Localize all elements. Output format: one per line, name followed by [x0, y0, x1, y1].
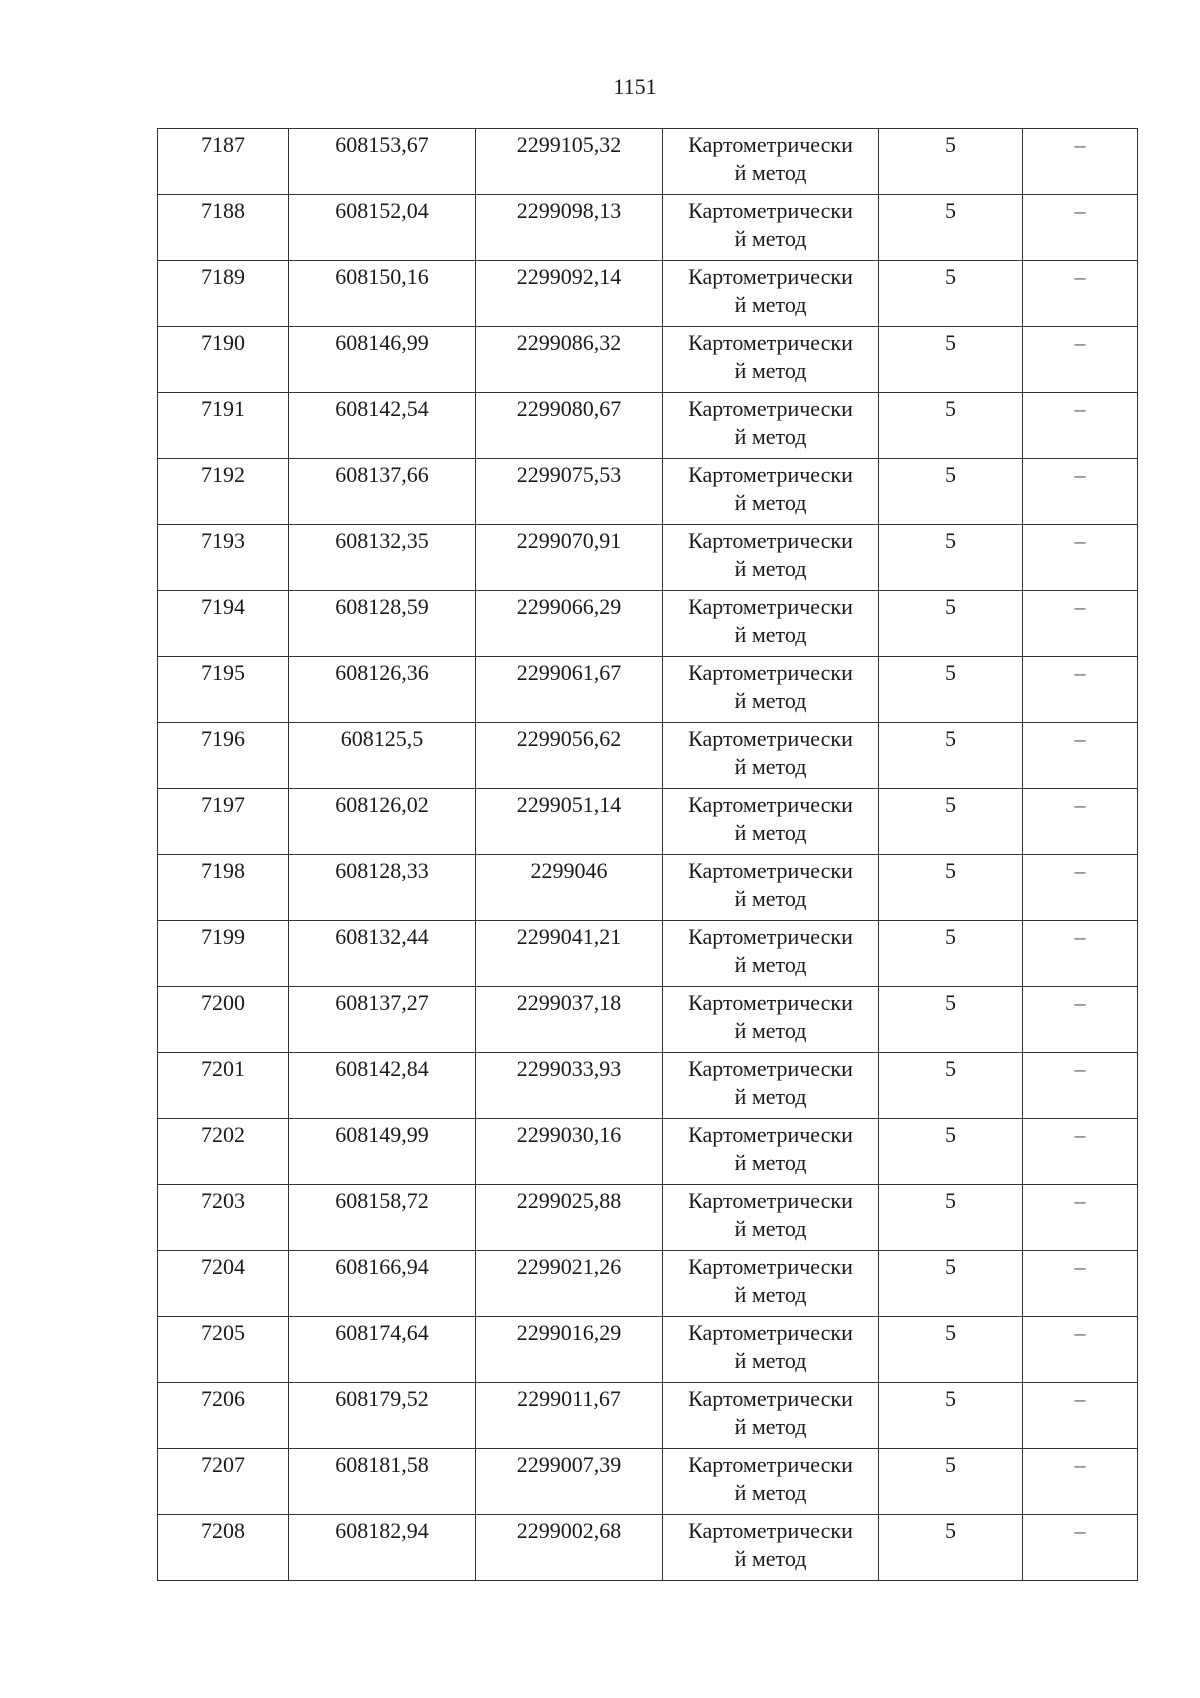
table-row [158, 1317, 1138, 1383]
note-cell: – [1023, 393, 1138, 459]
method-text-line-1: Картометрически [688, 1452, 853, 1477]
x-coordinate-cell: 608182,94 [289, 1515, 476, 1581]
x-coordinate-cell: 608142,84 [289, 1053, 476, 1119]
method-text-line-1: Картометрически [688, 660, 853, 685]
method-cell [663, 261, 879, 327]
accuracy-cell: 5 [879, 1449, 1023, 1515]
page-number: 1151 [613, 74, 657, 99]
accuracy-cell: 5 [879, 327, 1023, 393]
method-cell [663, 459, 879, 525]
point-number-cell: 7198 [158, 855, 289, 921]
method-text-line-2: й метод [734, 226, 807, 251]
accuracy-cell: 5 [879, 987, 1023, 1053]
x-coordinate-cell: 608126,02 [289, 789, 476, 855]
note-cell: – [1023, 459, 1138, 525]
y-coordinate-cell: 2299033,93 [476, 1053, 663, 1119]
y-coordinate-cell: 2299070,91 [476, 525, 663, 591]
accuracy-cell: 5 [879, 1515, 1023, 1581]
method-cell [663, 1251, 879, 1317]
point-number-cell: 7190 [158, 327, 289, 393]
accuracy-cell: 5 [879, 195, 1023, 261]
accuracy-cell: 5 [879, 1185, 1023, 1251]
coordinates-table-body [158, 129, 1138, 1581]
table-row [158, 1449, 1138, 1515]
method-text-line-1: Картометрически [688, 1056, 853, 1081]
method-cell [663, 1185, 879, 1251]
method-text-line-2: й метод [734, 1084, 807, 1109]
x-coordinate-cell: 608150,16 [289, 261, 476, 327]
accuracy-cell: 5 [879, 129, 1023, 195]
y-coordinate-cell: 2299002,68 [476, 1515, 663, 1581]
y-coordinate-cell: 2299016,29 [476, 1317, 663, 1383]
point-number-cell: 7197 [158, 789, 289, 855]
x-coordinate-cell: 608126,36 [289, 657, 476, 723]
method-text-line-1: Картометрически [688, 858, 853, 883]
table-row [158, 195, 1138, 261]
table-row [158, 1053, 1138, 1119]
method-cell [663, 987, 879, 1053]
method-text-line-1: Картометрически [688, 990, 853, 1015]
y-coordinate-cell: 2299051,14 [476, 789, 663, 855]
x-coordinate-cell: 608132,35 [289, 525, 476, 591]
note-cell: – [1023, 1185, 1138, 1251]
table-row [158, 921, 1138, 987]
accuracy-cell: 5 [879, 1119, 1023, 1185]
accuracy-cell: 5 [879, 1383, 1023, 1449]
table-row [158, 1515, 1138, 1581]
x-coordinate-cell: 608137,66 [289, 459, 476, 525]
y-coordinate-cell: 2299041,21 [476, 921, 663, 987]
note-cell: – [1023, 1449, 1138, 1515]
table-row [158, 327, 1138, 393]
x-coordinate-cell: 608149,99 [289, 1119, 476, 1185]
method-text-line-1: Картометрически [688, 726, 853, 751]
note-cell: – [1023, 657, 1138, 723]
table-row [158, 987, 1138, 1053]
point-number-cell: 7193 [158, 525, 289, 591]
method-text-line-2: й метод [734, 622, 807, 647]
point-number-cell: 7187 [158, 129, 289, 195]
y-coordinate-cell: 2299098,13 [476, 195, 663, 261]
point-number-cell: 7194 [158, 591, 289, 657]
x-coordinate-cell: 608179,52 [289, 1383, 476, 1449]
table-row [158, 459, 1138, 525]
point-number-cell: 7200 [158, 987, 289, 1053]
accuracy-cell: 5 [879, 855, 1023, 921]
x-coordinate-cell: 608152,04 [289, 195, 476, 261]
method-text-line-1: Картометрически [688, 330, 853, 355]
y-coordinate-cell: 2299086,32 [476, 327, 663, 393]
x-coordinate-cell: 608166,94 [289, 1251, 476, 1317]
method-cell [663, 855, 879, 921]
accuracy-cell: 5 [879, 261, 1023, 327]
y-coordinate-cell: 2299080,67 [476, 393, 663, 459]
method-text-line-2: й метод [734, 424, 807, 449]
y-coordinate-cell: 2299037,18 [476, 987, 663, 1053]
method-text-line-1: Картометрически [688, 1122, 853, 1147]
point-number-cell: 7207 [158, 1449, 289, 1515]
method-text-line-1: Картометрически [688, 1386, 853, 1411]
note-cell: – [1023, 855, 1138, 921]
point-number-cell: 7192 [158, 459, 289, 525]
method-text-line-2: й метод [734, 952, 807, 977]
accuracy-cell: 5 [879, 1053, 1023, 1119]
x-coordinate-cell: 608181,58 [289, 1449, 476, 1515]
note-cell: – [1023, 723, 1138, 789]
y-coordinate-cell: 2299007,39 [476, 1449, 663, 1515]
method-cell [663, 789, 879, 855]
method-text-line-1: Картометрически [688, 792, 853, 817]
note-cell: – [1023, 195, 1138, 261]
point-number-cell: 7201 [158, 1053, 289, 1119]
note-cell: – [1023, 129, 1138, 195]
note-cell: – [1023, 261, 1138, 327]
method-text-line-2: й метод [734, 688, 807, 713]
point-number-cell: 7195 [158, 657, 289, 723]
point-number-cell: 7196 [158, 723, 289, 789]
x-coordinate-cell: 608132,44 [289, 921, 476, 987]
y-coordinate-cell: 2299066,29 [476, 591, 663, 657]
point-number-cell: 7189 [158, 261, 289, 327]
method-text-line-1: Картометрически [688, 396, 853, 421]
method-cell [663, 393, 879, 459]
note-cell: – [1023, 1119, 1138, 1185]
method-text-line-2: й метод [734, 1348, 807, 1373]
y-coordinate-cell: 2299056,62 [476, 723, 663, 789]
y-coordinate-cell: 2299061,67 [476, 657, 663, 723]
method-cell [663, 591, 879, 657]
accuracy-cell: 5 [879, 1251, 1023, 1317]
table-row [158, 657, 1138, 723]
method-text-line-2: й метод [734, 1546, 807, 1571]
accuracy-cell: 5 [879, 789, 1023, 855]
method-text-line-1: Картометрически [688, 132, 853, 157]
method-cell [663, 1449, 879, 1515]
method-cell [663, 327, 879, 393]
method-text-line-1: Картометрически [688, 924, 853, 949]
method-text-line-1: Картометрически [688, 1518, 853, 1543]
y-coordinate-cell: 2299092,14 [476, 261, 663, 327]
method-text-line-2: й метод [734, 1018, 807, 1043]
method-text-line-1: Картометрически [688, 528, 853, 553]
method-text-line-1: Картометрически [688, 198, 853, 223]
note-cell: – [1023, 1515, 1138, 1581]
accuracy-cell: 5 [879, 525, 1023, 591]
note-cell: – [1023, 1053, 1138, 1119]
table-row [158, 789, 1138, 855]
method-text-line-2: й метод [734, 754, 807, 779]
x-coordinate-cell: 608125,5 [289, 723, 476, 789]
method-text-line-2: й метод [734, 556, 807, 581]
method-text-line-2: й метод [734, 358, 807, 383]
point-number-cell: 7203 [158, 1185, 289, 1251]
table-row [158, 261, 1138, 327]
y-coordinate-cell: 2299075,53 [476, 459, 663, 525]
table-row [158, 1185, 1138, 1251]
point-number-cell: 7205 [158, 1317, 289, 1383]
x-coordinate-cell: 608158,72 [289, 1185, 476, 1251]
method-text-line-1: Картометрически [688, 594, 853, 619]
coordinates-table [157, 128, 1138, 1581]
point-number-cell: 7191 [158, 393, 289, 459]
method-cell [663, 1515, 879, 1581]
method-text-line-2: й метод [734, 160, 807, 185]
method-text-line-1: Картометрически [688, 264, 853, 289]
table-row [158, 855, 1138, 921]
table-row [158, 591, 1138, 657]
accuracy-cell: 5 [879, 393, 1023, 459]
method-cell [663, 525, 879, 591]
table-row [158, 723, 1138, 789]
table-row [158, 1119, 1138, 1185]
y-coordinate-cell: 2299025,88 [476, 1185, 663, 1251]
method-text-line-2: й метод [734, 292, 807, 317]
accuracy-cell: 5 [879, 921, 1023, 987]
x-coordinate-cell: 608137,27 [289, 987, 476, 1053]
accuracy-cell: 5 [879, 723, 1023, 789]
y-coordinate-cell: 2299046 [476, 855, 663, 921]
x-coordinate-cell: 608128,33 [289, 855, 476, 921]
method-text-line-2: й метод [734, 1282, 807, 1307]
point-number-cell: 7204 [158, 1251, 289, 1317]
x-coordinate-cell: 608174,64 [289, 1317, 476, 1383]
note-cell: – [1023, 327, 1138, 393]
method-text-line-1: Картометрически [688, 1320, 853, 1345]
method-text-line-1: Картометрически [688, 1254, 853, 1279]
method-text-line-1: Картометрически [688, 462, 853, 487]
accuracy-cell: 5 [879, 591, 1023, 657]
method-cell [663, 1053, 879, 1119]
method-text-line-1: Картометрически [688, 1188, 853, 1213]
method-cell [663, 723, 879, 789]
x-coordinate-cell: 608153,67 [289, 129, 476, 195]
table-row [158, 129, 1138, 195]
method-text-line-2: й метод [734, 886, 807, 911]
x-coordinate-cell: 608128,59 [289, 591, 476, 657]
note-cell: – [1023, 789, 1138, 855]
accuracy-cell: 5 [879, 1317, 1023, 1383]
method-text-line-2: й метод [734, 1480, 807, 1505]
table-row [158, 1383, 1138, 1449]
note-cell: – [1023, 1251, 1138, 1317]
point-number-cell: 7202 [158, 1119, 289, 1185]
accuracy-cell: 5 [879, 459, 1023, 525]
method-text-line-2: й метод [734, 820, 807, 845]
method-cell [663, 1317, 879, 1383]
note-cell: – [1023, 921, 1138, 987]
point-number-cell: 7188 [158, 195, 289, 261]
y-coordinate-cell: 2299021,26 [476, 1251, 663, 1317]
method-cell [663, 129, 879, 195]
table-row [158, 393, 1138, 459]
y-coordinate-cell: 2299011,67 [476, 1383, 663, 1449]
method-text-line-2: й метод [734, 1216, 807, 1241]
method-cell [663, 1383, 879, 1449]
y-coordinate-cell: 2299030,16 [476, 1119, 663, 1185]
note-cell: – [1023, 1383, 1138, 1449]
table-row [158, 1251, 1138, 1317]
x-coordinate-cell: 608142,54 [289, 393, 476, 459]
note-cell: – [1023, 987, 1138, 1053]
point-number-cell: 7208 [158, 1515, 289, 1581]
x-coordinate-cell: 608146,99 [289, 327, 476, 393]
method-text-line-2: й метод [734, 490, 807, 515]
point-number-cell: 7206 [158, 1383, 289, 1449]
method-cell [663, 657, 879, 723]
method-text-line-2: й метод [734, 1150, 807, 1175]
point-number-cell: 7199 [158, 921, 289, 987]
table-row [158, 525, 1138, 591]
y-coordinate-cell: 2299105,32 [476, 129, 663, 195]
method-cell [663, 195, 879, 261]
accuracy-cell: 5 [879, 657, 1023, 723]
method-text-line-2: й метод [734, 1414, 807, 1439]
note-cell: – [1023, 1317, 1138, 1383]
note-cell: – [1023, 591, 1138, 657]
note-cell: – [1023, 525, 1138, 591]
method-cell [663, 1119, 879, 1185]
method-cell [663, 921, 879, 987]
